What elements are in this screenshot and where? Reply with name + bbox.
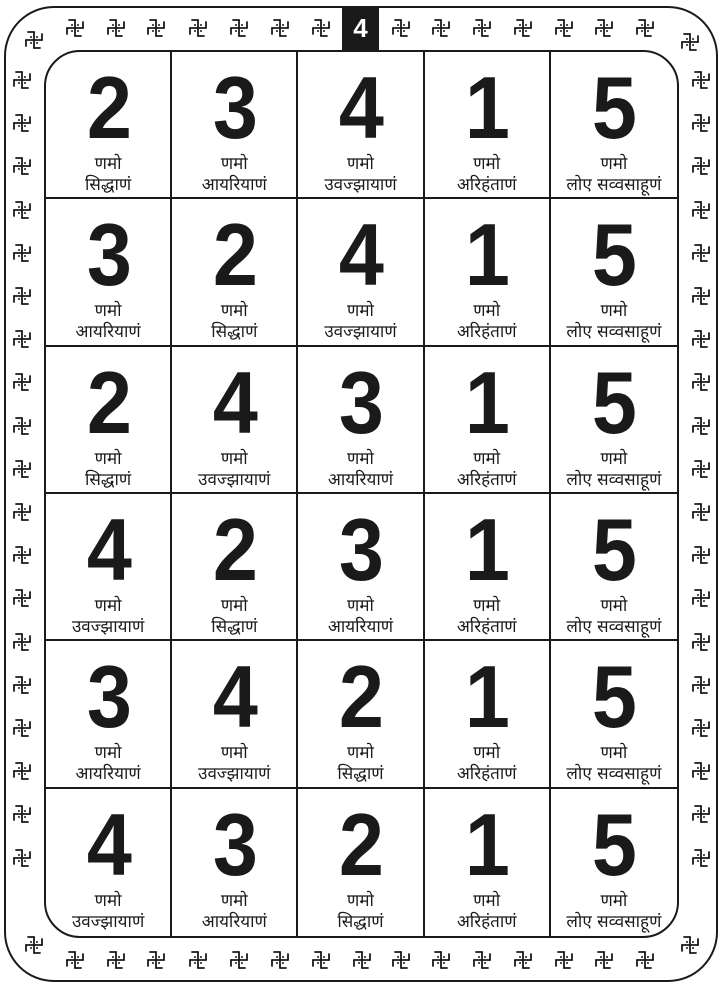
cell-line1: णमो (347, 743, 374, 764)
cell-line1: णमो (220, 890, 248, 911)
swastika-icon (512, 17, 534, 39)
swastika-icon (64, 949, 86, 971)
cell-line2: अरिहंताणं (456, 175, 517, 195)
swastika-icon (593, 17, 615, 39)
swastika-icon (310, 17, 332, 39)
swastika-icon (11, 501, 33, 523)
swastika-icon (11, 760, 33, 782)
cell-line2: सिद्धाणं (211, 322, 258, 343)
grid-cell (425, 789, 551, 936)
swastika-icon (11, 415, 33, 437)
grid-cell (551, 347, 677, 494)
cell-line1: णमो (347, 448, 374, 469)
cell-number: 2 (86, 352, 130, 452)
swastika-icon (690, 415, 712, 437)
swastika-icon (690, 371, 712, 393)
swastika-icon (11, 328, 33, 350)
swastika-icon (390, 949, 412, 971)
swastika-icon (512, 949, 534, 971)
swastika-icon (11, 458, 33, 480)
cell-number: 3 (338, 352, 383, 452)
swastika-icon (269, 17, 291, 39)
swastika-icon (690, 544, 712, 566)
swastika-icon (553, 17, 575, 39)
cell-line2: अरिहंताणं (456, 764, 517, 785)
swastika-icon (430, 949, 452, 971)
cell-number: 3 (338, 499, 383, 599)
cell-number: 5 (592, 352, 636, 452)
swastika-icon (228, 949, 250, 971)
swastika-icon (64, 17, 86, 39)
grid-cell (172, 641, 298, 788)
cell-line1: णमो (347, 154, 374, 174)
swastika-icon (11, 155, 33, 177)
swastika-icon (690, 717, 712, 739)
cell-number: 1 (465, 205, 509, 305)
swastika-icon (690, 674, 712, 696)
swastika-icon (690, 760, 712, 782)
cell-line2: अरिहंताणं (456, 911, 517, 932)
cell-line1: णमो (220, 595, 248, 616)
cell-number: 2 (212, 205, 256, 305)
cell-line1: णमो (600, 595, 628, 616)
swastika-icon (11, 674, 33, 696)
cell-line2: लोए सव्वसाहूणं (566, 616, 662, 637)
page-number-badge: 4 (342, 6, 379, 50)
grid-cell (425, 199, 551, 346)
grid-cell (551, 52, 677, 199)
grid-cell (172, 52, 298, 199)
swastika-icon (23, 934, 45, 956)
cell-number: 2 (338, 647, 383, 747)
cell-line1: णमो (347, 301, 374, 322)
swastika-icon (11, 544, 33, 566)
swastika-icon (690, 803, 712, 825)
grid-cell (298, 52, 424, 199)
cell-line2: उवज्झायाणं (324, 322, 397, 343)
cell-line1: णमो (600, 743, 628, 764)
swastika-icon (690, 328, 712, 350)
cell-line2: आयरियाणं (75, 322, 141, 343)
cell-line1: णमो (473, 448, 501, 469)
grid-cell (551, 199, 677, 346)
cell-number: 4 (86, 794, 130, 894)
cell-line2: सिद्धाणं (85, 469, 132, 490)
swastika-icon (690, 285, 712, 307)
swastika-icon (690, 155, 712, 177)
cell-number: 1 (465, 352, 509, 452)
cell-line1: णमो (220, 743, 248, 764)
cell-number: 2 (212, 499, 256, 599)
swastika-icon (593, 949, 615, 971)
cell-line1: णमो (94, 890, 122, 911)
swastika-icon (269, 949, 291, 971)
cell-line2: लोए सव्वसाहूणं (566, 469, 662, 490)
cell-number: 4 (338, 205, 383, 305)
cell-number: 4 (212, 352, 256, 452)
cell-number: 4 (212, 647, 256, 747)
cell-line1: णमो (473, 890, 501, 911)
cell-number: 5 (592, 647, 636, 747)
swastika-icon (11, 717, 33, 739)
cell-number: 3 (212, 794, 256, 894)
cell-line2: सिद्धाणं (211, 616, 258, 637)
swastika-icon (690, 847, 712, 869)
swastika-icon (145, 949, 167, 971)
cell-line1: णमो (473, 154, 501, 174)
grid-cell (425, 494, 551, 641)
grid-cell (172, 347, 298, 494)
cell-number: 3 (86, 205, 130, 305)
cell-line1: णमो (220, 301, 248, 322)
cell-line2: आयरियाणं (327, 616, 394, 637)
grid-cell (551, 494, 677, 641)
navkar-grid (44, 50, 679, 938)
cell-line1: णमो (473, 595, 501, 616)
swastika-icon (145, 17, 167, 39)
swastika-icon (471, 17, 493, 39)
grid-cell (298, 494, 424, 641)
cell-number: 3 (86, 647, 130, 747)
cell-line2: आयरियाणं (201, 911, 267, 932)
cell-line2: उवज्झायाणं (198, 764, 271, 785)
cell-line2: सिद्धाणं (337, 764, 384, 785)
grid-cell (298, 641, 424, 788)
cell-line1: णमो (220, 448, 248, 469)
cell-line1: णमो (600, 890, 628, 911)
swastika-icon (11, 631, 33, 653)
cell-number: 4 (86, 499, 130, 599)
swastika-icon (11, 847, 33, 869)
cell-line2: उवज्झायाणं (71, 911, 145, 932)
swastika-icon (690, 112, 712, 134)
grid-cell (46, 494, 172, 641)
cell-number: 1 (465, 647, 509, 747)
swastika-icon (228, 17, 250, 39)
swastika-icon (634, 17, 656, 39)
swastika-icon (11, 587, 33, 609)
cell-line2: आयरियाणं (327, 469, 394, 490)
swastika-icon (690, 501, 712, 523)
grid-cell (46, 347, 172, 494)
cell-line2: उवज्झायाणं (198, 469, 271, 490)
cell-line2: सिद्धाणं (85, 175, 132, 195)
swastika-icon (690, 458, 712, 480)
swastika-icon (471, 949, 493, 971)
grid-cell (172, 789, 298, 936)
cell-number: 1 (465, 58, 509, 157)
swastika-icon (634, 949, 656, 971)
cell-line2: अरिहंताणं (456, 322, 517, 343)
swastika-icon (390, 17, 412, 39)
cell-line2: आयरियाणं (201, 175, 267, 195)
cell-line2: उवज्झायाणं (324, 175, 397, 195)
cell-line1: णमो (473, 743, 501, 764)
cell-line2: अरिहंताणं (456, 469, 517, 490)
swastika-icon (690, 631, 712, 653)
grid-cell (425, 347, 551, 494)
swastika-icon (187, 17, 209, 39)
cell-line2: लोए सव्वसाहूणं (566, 322, 662, 343)
swastika-icon (690, 69, 712, 91)
swastika-icon (11, 242, 33, 264)
grid-cell (298, 347, 424, 494)
swastika-icon (23, 29, 45, 51)
cell-line1: णमो (94, 743, 122, 764)
cell-line1: णमो (94, 448, 122, 469)
swastika-icon (11, 371, 33, 393)
cell-number: 4 (338, 58, 383, 157)
swastika-icon (553, 949, 575, 971)
cell-number: 3 (212, 58, 256, 157)
swastika-icon (690, 242, 712, 264)
cell-line2: लोए सव्वसाहूणं (566, 175, 662, 195)
swastika-icon (690, 587, 712, 609)
swastika-icon (11, 803, 33, 825)
swastika-icon (351, 949, 373, 971)
grid-cell (46, 641, 172, 788)
grid-cell (298, 789, 424, 936)
cell-line1: णमो (94, 595, 122, 616)
swastika-icon (679, 31, 701, 53)
cell-line1: णमो (600, 301, 628, 322)
swastika-icon (105, 17, 127, 39)
grid-cell (46, 52, 172, 199)
cell-number: 5 (592, 794, 636, 894)
cell-line1: णमो (94, 154, 122, 174)
swastika-icon (11, 285, 33, 307)
cell-number: 2 (338, 794, 383, 894)
cell-line1: णमो (473, 301, 501, 322)
cell-line2: सिद्धाणं (337, 911, 384, 932)
cell-number: 2 (86, 58, 130, 157)
cell-line1: णमो (600, 448, 628, 469)
cell-line2: लोए सव्वसाहूणं (566, 911, 662, 932)
grid-cell (298, 199, 424, 346)
swastika-icon (11, 112, 33, 134)
grid-cell (551, 789, 677, 936)
grid-cell (551, 641, 677, 788)
swastika-icon (679, 934, 701, 956)
grid-cell (46, 789, 172, 936)
cell-line1: णमो (347, 890, 374, 911)
swastika-icon (430, 17, 452, 39)
grid-cell (172, 494, 298, 641)
swastika-icon (310, 949, 332, 971)
cell-line2: लोए सव्वसाहूणं (566, 764, 662, 785)
swastika-icon (187, 949, 209, 971)
swastika-icon (11, 199, 33, 221)
swastika-icon (690, 199, 712, 221)
cell-number: 5 (592, 58, 636, 157)
grid-cell (46, 199, 172, 346)
cell-line2: उवज्झायाणं (71, 616, 145, 637)
cell-number: 1 (465, 794, 509, 894)
swastika-icon (105, 949, 127, 971)
grid-cell (172, 199, 298, 346)
cell-line2: आयरियाणं (75, 764, 141, 785)
grid-cell (425, 52, 551, 199)
cell-line1: णमो (94, 301, 122, 322)
cell-line1: णमो (220, 154, 248, 174)
cell-number: 5 (592, 205, 636, 305)
cell-line1: णमो (600, 154, 628, 174)
cell-number: 1 (465, 499, 509, 599)
grid-cell (425, 641, 551, 788)
cell-line1: णमो (347, 595, 374, 616)
cell-number: 5 (592, 499, 636, 599)
swastika-icon (11, 69, 33, 91)
cell-line2: अरिहंताणं (456, 616, 517, 637)
